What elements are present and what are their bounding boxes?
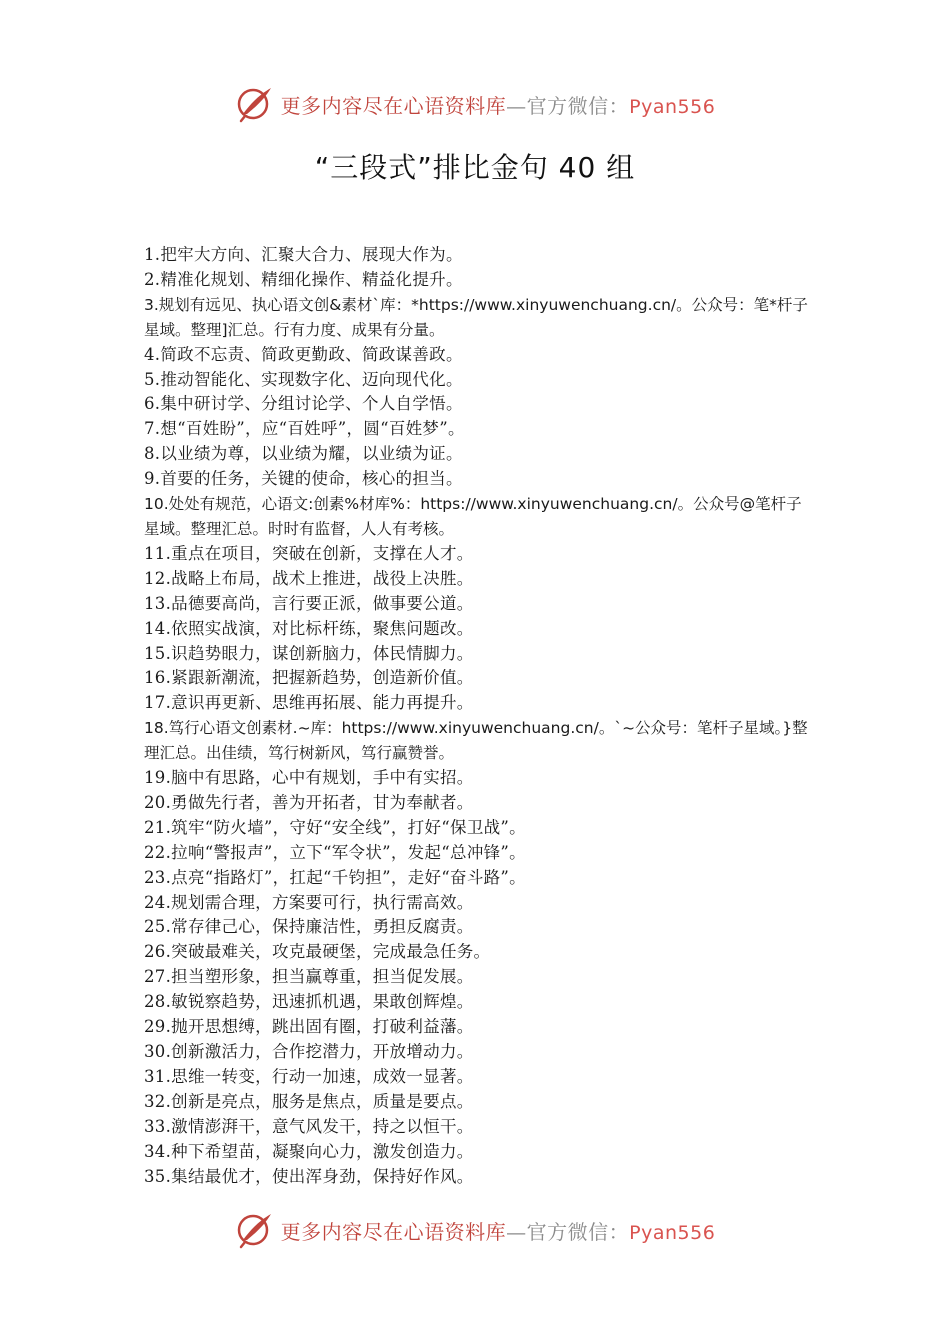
list-item: 25.常存律己心，保持廉洁性，勇担反腐责。 — [144, 917, 474, 937]
list-item: 19.脑中有思路，心中有规划，手中有实招。 — [144, 768, 474, 788]
list-item: 33.激情澎湃干，意气风发干，持之以恒干。 — [144, 1116, 474, 1136]
list-item: 4.简政不忘责、简政更勤政、简政谋善政。 — [144, 344, 463, 364]
list-item: 9.首要的任务，关键的使命，核心的担当。 — [144, 469, 463, 489]
list-item: 21.筑牢“防火墙”，守好“安全线”，打好“保卫战”。 — [144, 817, 526, 837]
list-item: 5.推动智能化、实现数字化、迈向现代化。 — [144, 369, 463, 389]
banner-tail: 官方微信： — [526, 1219, 630, 1244]
list-item: 24.规划需合理，方案要可行，执行需高效。 — [144, 892, 474, 912]
phrase-list — [144, 243, 816, 1189]
list-item: 31.思维一转变，行动一加速，成效一显著。 — [144, 1066, 474, 1086]
list-item: 23.点亮“指路灯”，扛起“千钧担”，走好“奋斗路”。 — [144, 867, 526, 887]
list-item: 22.拉响“警报声”，立下“军令状”，发起“总冲锋”。 — [144, 842, 526, 862]
list-item: 34.种下希望苗，凝聚向心力，激发创造力。 — [144, 1141, 474, 1161]
list-item: 20.勇做先行者，善为开拓者，甘为奉献者。 — [144, 792, 474, 812]
list-item: 32.创新是亮点，服务是焦点，质量是要点。 — [144, 1091, 474, 1111]
banner-wechat-id: Pyan556 — [629, 1221, 716, 1244]
list-item: 17.意识再更新、思维再拓展、能力再提升。 — [144, 693, 474, 713]
list-item: 13.品德要高尚，言行要正派，做事要公道。 — [144, 593, 474, 613]
list-item: 16.紧跟新潮流，把握新趋势，创造新价值。 — [144, 668, 474, 688]
list-item: 18.笃行心语文创素材.~库：https://www.xinyuwenchuang.cn/。`~公众号：笔杆子星域。}整理汇总。出佳绩，笃行树新风，笃行赢赞誉。 — [144, 719, 808, 763]
list-item: 8.以业绩为尊，以业绩为耀，以业绩为证。 — [144, 444, 463, 464]
footer-banner — [0, 1205, 950, 1255]
banner-text: 更多内容尽在心语资料库 — [280, 93, 507, 118]
banner-dash: — — [506, 1219, 527, 1244]
list-item: 15.识趋势眼力，谋创新脑力，体民情脚力。 — [144, 643, 474, 663]
page-title: “三段式”排比金句 40 组 — [314, 151, 636, 184]
list-item: 35.集结最优才，使出浑身劲，保持好作风。 — [144, 1166, 474, 1186]
quill-logo-icon — [235, 1210, 275, 1250]
list-item: 26.突破最难关，攻克最硬堡，完成最急任务。 — [144, 942, 491, 962]
list-item: 6.集中研讨学、分组讨论学、个人自学悟。 — [144, 394, 463, 414]
quill-logo-icon — [235, 84, 275, 124]
list-item: 11.重点在项目，突破在创新，支撑在人才。 — [144, 543, 474, 563]
header-banner — [0, 79, 950, 129]
list-item: 3.规划有远见、执心语文创&素材`库：*https://www.xinyuwenchuang.cn/。公众号：笔*杆子星域。整理]汇总。行有力度、成果有分量。 — [144, 295, 808, 339]
list-item: 1.把牢大方向、汇聚大合力、展现大作为。 — [144, 245, 463, 264]
list-item: 7.想“百姓盼”，应“百姓呼”，圆“百姓梦”。 — [144, 419, 465, 439]
list-item: 14.依照实战演，对比标杆练，聚焦问题改。 — [144, 618, 474, 638]
banner-dash: — — [506, 93, 527, 118]
banner-wechat-id: Pyan556 — [629, 95, 716, 118]
list-item: 10.处处有规范，心语文:创素%材库%：https://www.xinyuwenchuang.cn/。公众号@笔杆子星域。整理汇总。时时有监督，人人有考核。 — [144, 495, 802, 538]
list-item: 2.精准化规划、精细化操作、精益化提升。 — [144, 269, 463, 289]
banner-tail: 官方微信： — [526, 93, 630, 118]
list-item: 28.敏锐察趋势，迅速抓机遇，果敢创辉煌。 — [144, 992, 474, 1012]
list-item: 30.创新激活力，合作挖潜力，开放增动力。 — [144, 1042, 474, 1061]
list-item: 12.战略上布局，战术上推进，战役上决胜。 — [144, 568, 474, 588]
banner-text: 更多内容尽在心语资料库 — [280, 1219, 507, 1244]
list-item: 29.抛开思想缚，跳出固有圈，打破利益藩。 — [144, 1017, 474, 1037]
list-item: 27.担当塑形象，担当赢尊重，担当促发展。 — [144, 967, 474, 987]
